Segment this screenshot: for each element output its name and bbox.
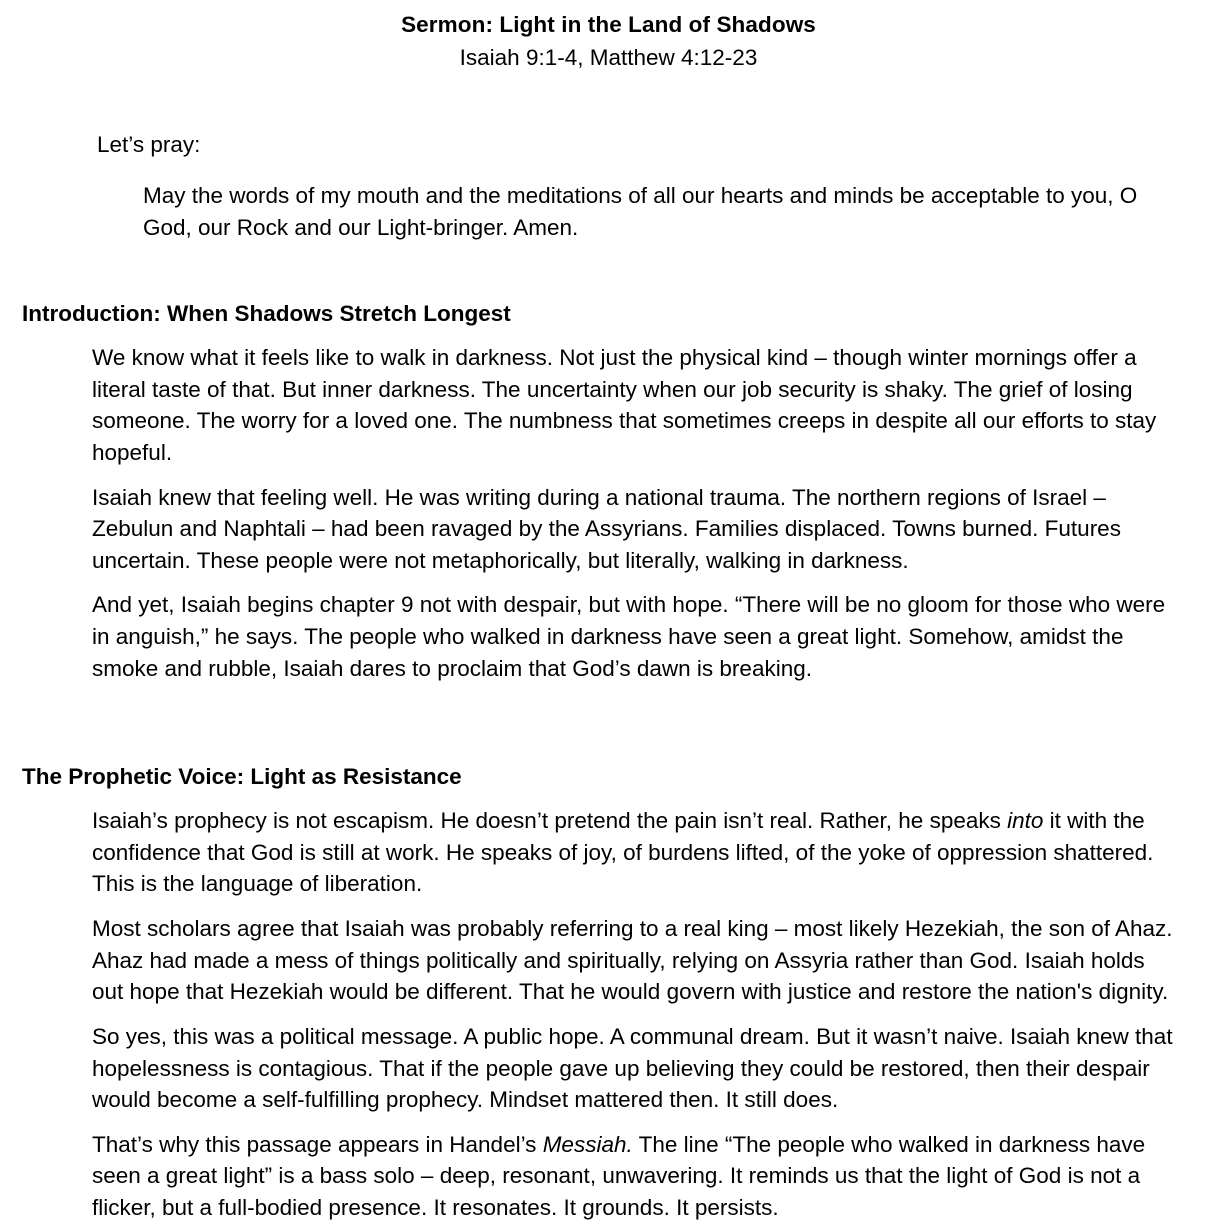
body-paragraph	[0, 792, 1217, 900]
paragraph-text: That’s why this passage appears in Handel’s	[92, 1131, 543, 1157]
document-title-block	[0, 0, 1217, 72]
prayer-lead-in: Let’s pray:	[97, 132, 201, 158]
scripture-reference: Isaiah 9:1-4, Matthew 4:12-23	[459, 44, 758, 70]
body-paragraph	[0, 1008, 1217, 1116]
paragraph-text: Most scholars agree that Isaiah was probably referring to a real king – most likely Hezekiah, the son of Ahaz. Ahaz had made a mess of things politically and spiritually, relying on Assyria rather than God. Isaiah holds out hope that Hezekiah would be different. That he would govern with justice and restore the nation's dignity.	[92, 916, 1173, 1005]
document-section	[0, 684, 1217, 1223]
paragraph-text: The line “The people who walked in darkness have seen a great light” is a bass solo – deep, resonant, unwavering. It reminds us that the light of God is not a flicker, but a full-bodied presence. It resonates. It grounds. It persists.	[92, 1131, 1146, 1220]
document-sections	[0, 243, 1217, 1223]
paragraph-text: Isaiah knew that feeling well. He was writing during a national trauma. The northern regions of Israel – Zebulun and Naphtali – had been ravaged by the Assyrians. Families displaced. Towns burned. Futures uncertain. These people were not metaphorically, but literally, walking in darkness.	[92, 484, 1121, 573]
section-heading: Introduction: When Shadows Stretch Longest	[22, 301, 511, 327]
prayer-body: May the words of my mouth and the meditations of all our hearts and minds be acceptable to you, O God, our Rock and our Light-bringer. Amen.	[143, 183, 1138, 240]
body-paragraph	[0, 900, 1217, 1008]
paragraph-text: Isaiah’s prophecy is not escapism. He doesn’t pretend the pain isn’t real. Rather, he speaks	[92, 808, 1008, 834]
paragraph-text: it with the confidence that God is still at work. He speaks of joy, of burdens lifted, of the yoke of oppression shattered. This is the language of liberation.	[92, 808, 1154, 897]
body-paragraph	[0, 1116, 1217, 1224]
section-heading: The Prophetic Voice: Light as Resistance	[22, 764, 462, 790]
paragraph-text: We know what it feels like to walk in darkness. Not just the physical kind – though winter mornings offer a literal taste of that. But inner darkness. The uncertainty when our job security is shaky. The grief of losing someone. The worry for a loved one. The numbness that sometimes creeps in despite all our efforts to stay hopeful.	[92, 345, 1157, 466]
body-paragraph	[0, 469, 1217, 577]
body-paragraph	[0, 576, 1217, 684]
emphasis-text: Messiah.	[542, 1131, 633, 1157]
emphasis-text: into	[1007, 808, 1044, 834]
paragraph-text: So yes, this was a political message. A public hope. A communal dream. But it wasn’t naive. Isaiah knew that hopelessness is contagious. That if the people gave up believing they could be restored, then their despair would become a self-fulfilling prophecy. Mindset mattered then. It still does.	[92, 1023, 1173, 1113]
paragraph-text: And yet, Isaiah begins chapter 9 not with despair, but with hope. “There will be no gloom for those who were in anguish,” he says. The people who walked in darkness have seen a great light. Somehow, amidst the smoke and rubble, Isaiah dares to proclaim that God’s dawn is breaking.	[92, 592, 1166, 681]
document-section	[0, 243, 1217, 684]
document-title: Sermon: Light in the Land of Shadows	[401, 12, 816, 37]
body-paragraph	[0, 329, 1217, 468]
